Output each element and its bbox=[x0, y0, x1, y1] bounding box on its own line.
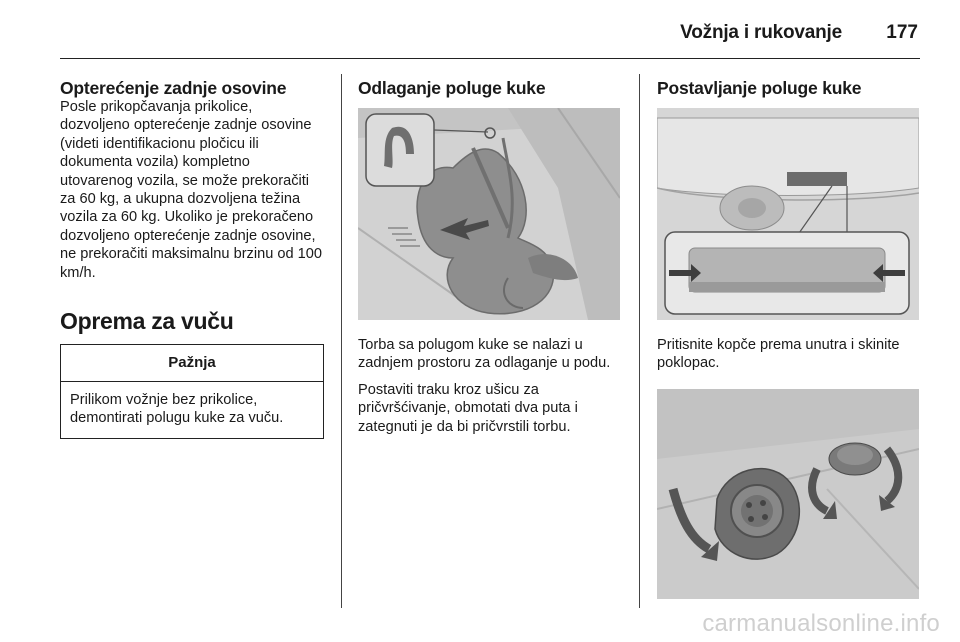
install-caption: Pritisnite kopče prema unutra i skinite poklopac. bbox=[657, 337, 900, 372]
column-divider bbox=[341, 74, 342, 608]
header-title: Vožnja i rukovanje bbox=[680, 22, 842, 43]
watermark: carmanualsonline.info bbox=[702, 610, 940, 637]
install-heading: Postavljanje poluge kuke bbox=[657, 78, 862, 98]
axle-load-text: Posle prikopčavanja prikolice, dozvoljeno opterećenje zadnje osovine (videti identifikacionu pločicu ili dokumenta vozila) kompletno utovarenog vozila, se može prekoračiti za 60 kg, a ukupna dozvoljena težina vozila za 60 kg. Ukoliko je prekoračeno dozvoljeno opterećenje zadnje osovine, ne prekoračiti maksimalnu brzinu od 100 km/h. bbox=[60, 99, 323, 281]
column-divider bbox=[639, 74, 640, 608]
column-right bbox=[657, 78, 923, 599]
column-left bbox=[60, 78, 324, 439]
socket-illustration bbox=[657, 389, 919, 599]
page-header bbox=[60, 0, 920, 59]
towing-equipment-heading: Oprema za vuču bbox=[60, 308, 234, 335]
storage-caption-1: Torba sa polugom kuke se nalazi u zadnjem prostoru za odlaganje u podu. bbox=[358, 337, 611, 372]
caution-notice bbox=[60, 344, 324, 439]
notice-text: Prilikom vožnje bez prikolice, demontirati polugu kuke za vuču. bbox=[70, 392, 284, 427]
notice-title: Pažnja bbox=[61, 345, 323, 382]
storage-heading: Odlaganje poluge kuke bbox=[358, 78, 546, 98]
storage-caption-2: Postaviti traku kroz ušicu za pričvršćivanje, obmotati dva puta i zategnuti je da bi pričvrstili torbu. bbox=[358, 381, 578, 435]
tow-bar-bag-illustration bbox=[358, 108, 620, 320]
axle-load-heading: Opterećenje zadnje osovine bbox=[60, 78, 287, 98]
bumper-cover-illustration bbox=[657, 108, 919, 320]
column-middle bbox=[358, 78, 620, 436]
page-number: 177 bbox=[886, 22, 918, 43]
